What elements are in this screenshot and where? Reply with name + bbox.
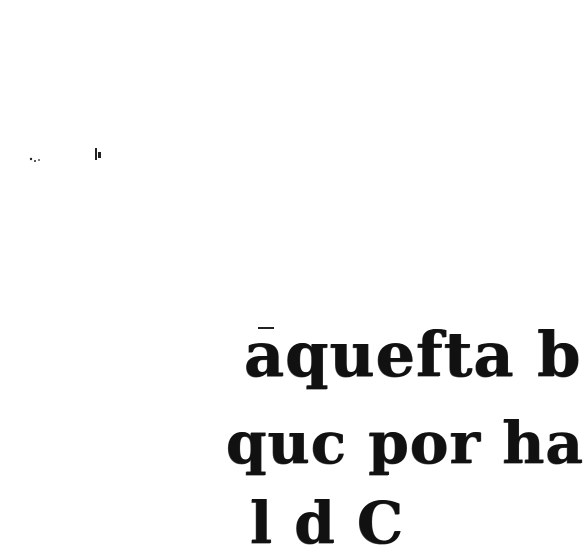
ink-speck: [30, 158, 32, 160]
ink-speck: [34, 160, 36, 162]
text-line-3-partial: l d C: [250, 489, 405, 557]
text-line-2: quc por ha: [226, 409, 584, 477]
ink-speck: [38, 159, 40, 161]
ink-speck: [98, 152, 101, 158]
ink-speck: [95, 148, 97, 160]
text-line-1: aquefta b: [244, 318, 582, 391]
